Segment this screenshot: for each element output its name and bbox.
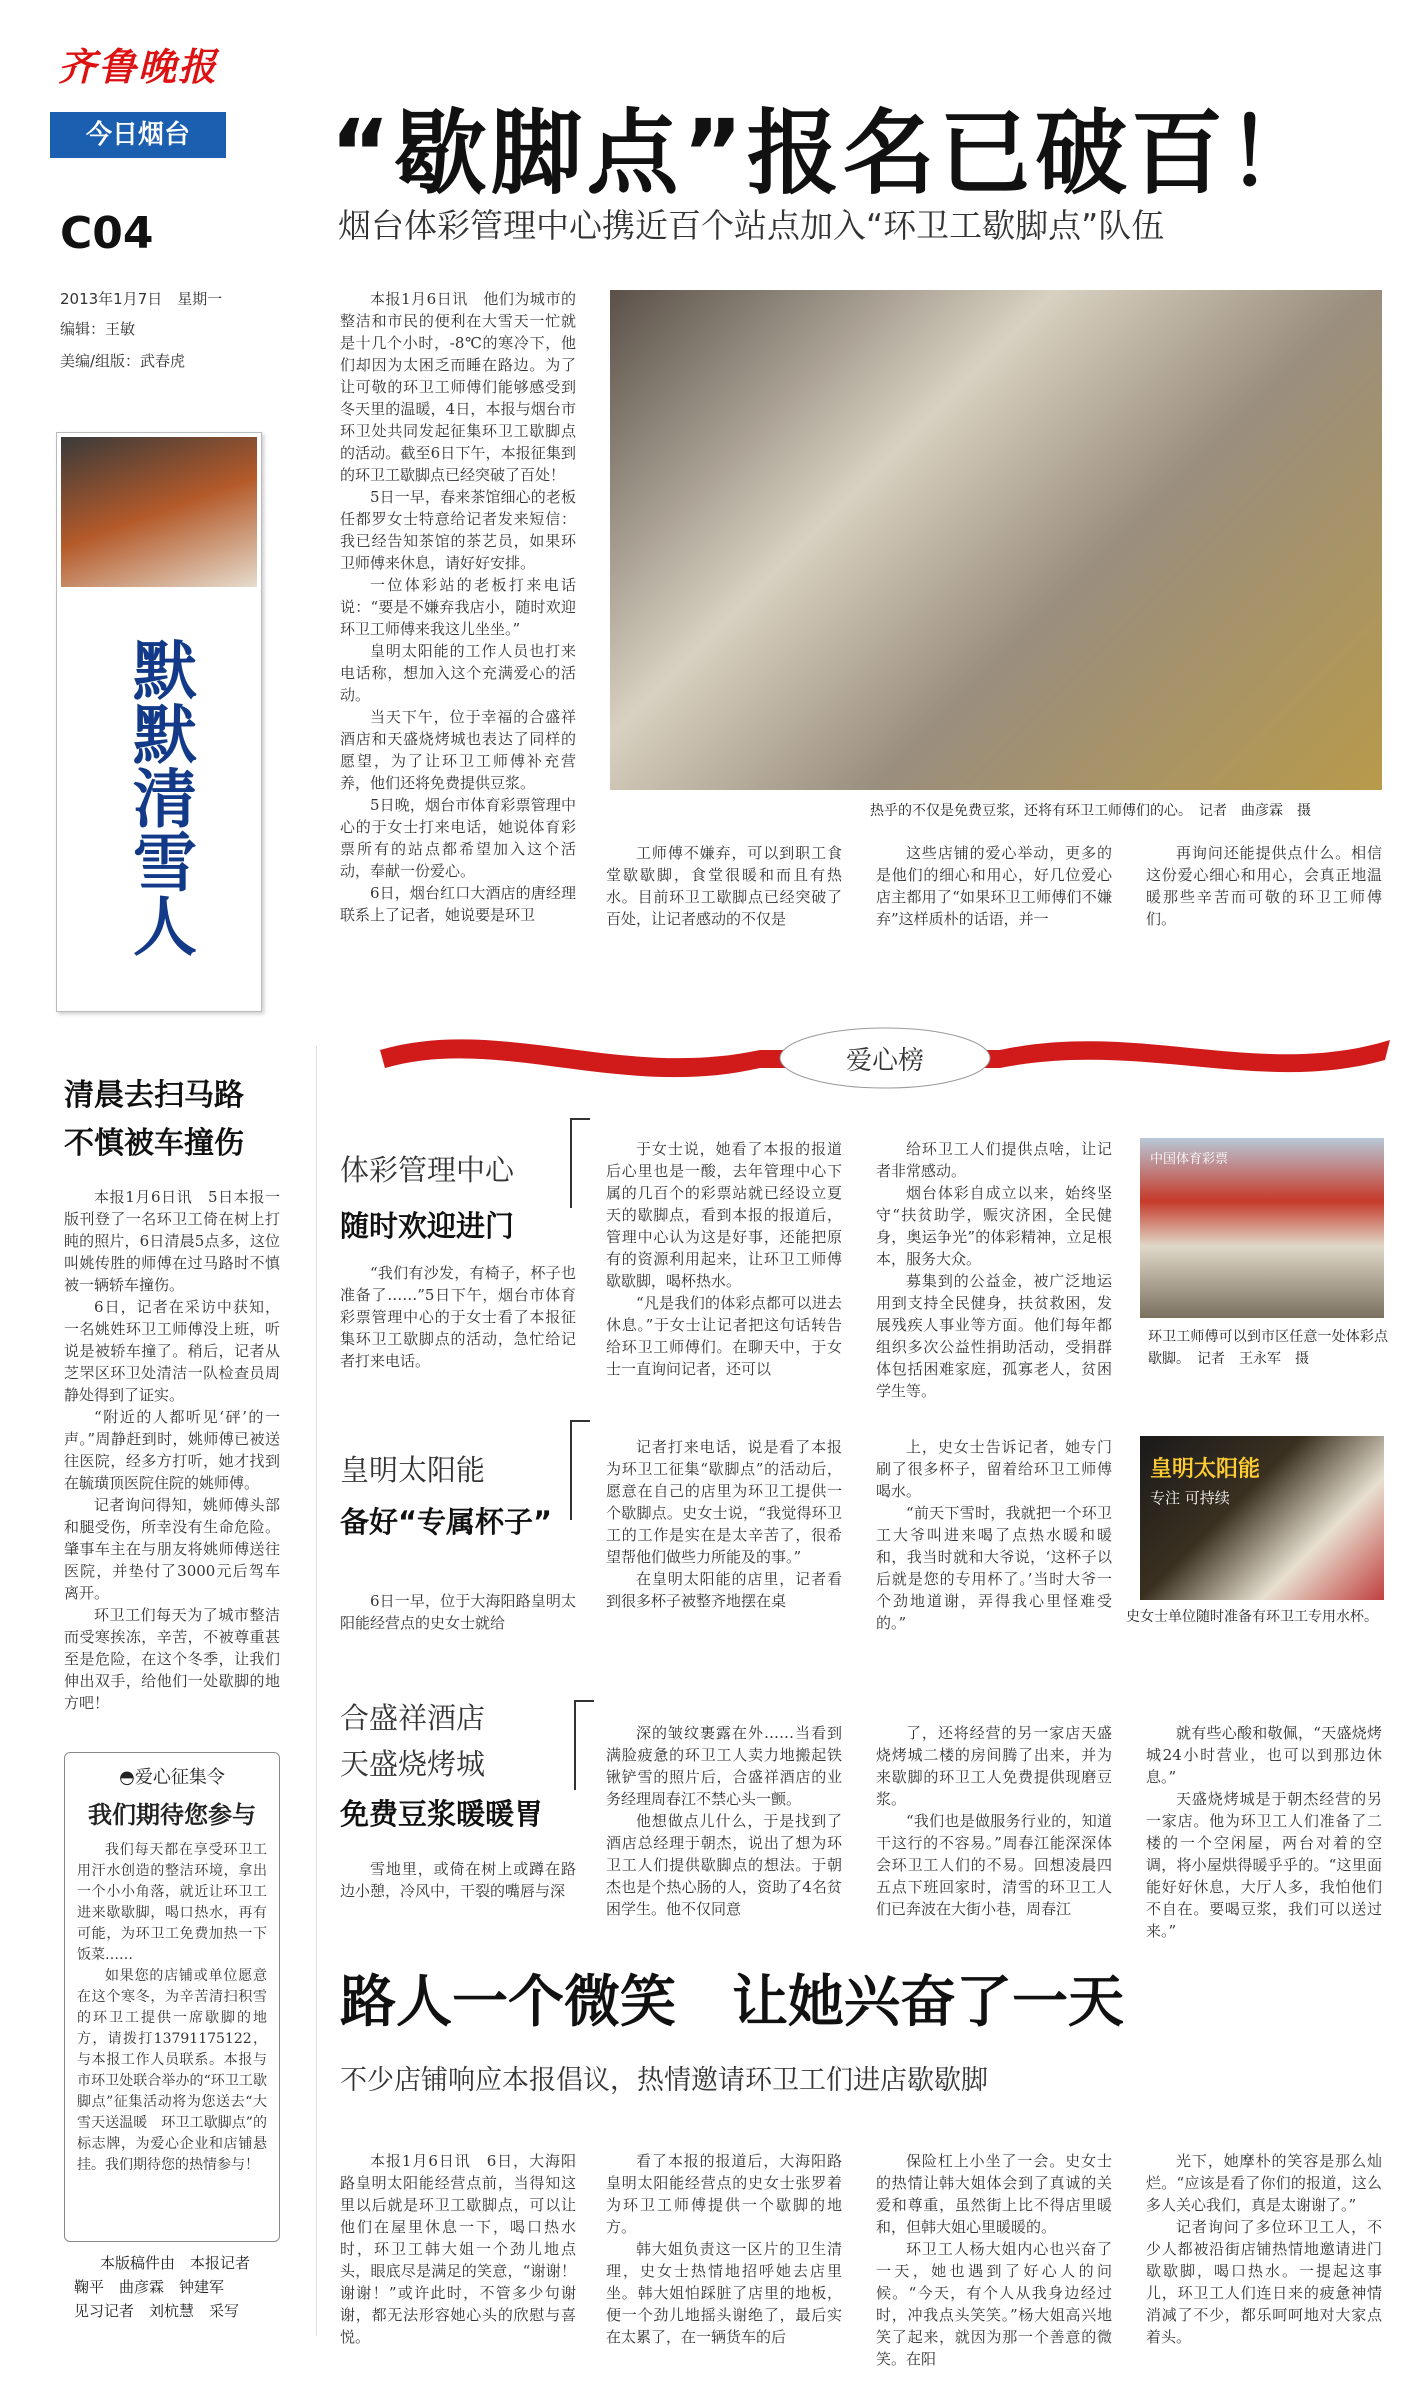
feature-photo [61, 437, 257, 587]
entry2-photo-sign: 皇明太阳能 [1150, 1457, 1261, 1482]
top-story-col1: 本报1月6日讯 他们为城市的整洁和市民的便利在大雪天一忙就是十几个小时，-8℃的寒冷下，他们却因为太困乏而睡在路边。为了让可敬的环卫工师傅们能够感受到冬天里的温暖，4日，本报与烟台市环卫处共同发起征集环卫工歇脚点的活动。截至6日下午，本报征集到的环卫工歇脚点已经突破了百处！ 5日一早，春来茶馆细心的老板任都罗女士特意给记者发来短信：我已经告知茶馆的茶艺员，如果环卫师傅来休息，请好好安排。 一位体彩站的老板打来电话说：“要是不嫌弃我店小，随时欢迎环卫工师傅来我这儿坐坐。” 皇明太阳能的工作人员也打来电话称，想加入这个充满爱心的活动。 当天下午，位于幸福的合盛祥酒店和天盛烧烤城也表达了同样的愿望，为了让环卫工师傅补充营养，他们还将免费提供豆浆。 5日晚，烟台市体育彩票管理中心的于女士打来电话，她说体育彩票所有的站点都希望加入这个活动，奉献一份爱心。 6日，烟台红口大酒店的唐经理联系上了记者，她说要是环卫 [340, 290, 576, 924]
bottom-headline: 路人一个微笑 让她兴奋了一天 [340, 1970, 1124, 2035]
entry1-slogan: 随时欢迎进门 [340, 1209, 515, 1243]
masthead-logo: 齐鲁晚报 [58, 44, 219, 89]
entry2-col3: 上，史女士告诉记者，她专门刷了很多杯子，留着给环卫工师傅喝水。 “前天下雪时，我就把一个环卫工大爷叫进来喝了点热水暖和暖和，我当时就和大爷说，‘这杯子以后就是您的专用杯了。’当时大爷一个劲地道谢，弄得我心里怪难受的。” [876, 1438, 1112, 1632]
top-story-col3: 这些店铺的爱心举动，更多的是他们的细心和用心，好几位爱心店主都用了“如果环卫工师傅们不嫌弃”这样质朴的话语，并一 [876, 844, 1112, 928]
feature-card [56, 432, 262, 1012]
appeal-title: 我们期待您参与 [88, 1801, 256, 1829]
credit-line-1: 本版稿件由 本报记者 [100, 2254, 251, 2272]
main-subheadline: 烟台体彩管理中心携近百个站点加入“环卫工歇脚点”队伍 [338, 206, 1165, 245]
bottom-col4: 光下，她摩朴的笑容是那么灿烂。“应该是看了你们的报道，这么多人关心我们，真是太谢谢了。” 记者询问了多位环卫工人，不少人都被沿街店铺热情地邀请进门歇歇脚，喝口热水。一提起这事儿，环卫工人们连日来的疲惫神情消减了不少，都乐呵呵地对大家点着头。 [1146, 2152, 1382, 2346]
bottom-subheadline: 不少店铺响应本报倡议，热情邀请环卫工们进店歇歇脚 [340, 2065, 988, 2096]
left-story-body: 本报1月6日讯 5日本报一版刊登了一名环卫工倚在树上打盹的照片，6日清晨5点多，这位叫姚传胜的师傅在过马路时不慎被一辆轿车撞伤。 6日，记者在采访中获知，一名姚姓环卫工师傅没上班，听说是被轿车撞了。稍后，记者从芝罘区环卫处清洁一队检查员周静处得到了证实。 “附近的人都听见‘砰’的一声。”周静赶到时，姚师傅已被送往医院，经多方打听，她才找到在毓璜顶医院住院的姚师傅。 记者询问得知，姚师傅头部和腿受伤，所幸没有生命危险。肇事车主在与朋友将姚师傅送往医院，并垫付了3000元后驾车离开。 环卫工们每天为了城市整洁而受寒挨冻，辛苦，不被尊重甚至是危险，在这个冬季，让我们伸出双手，给他们一处歇脚的地方吧！ [64, 1188, 280, 1712]
top-story-photo [610, 290, 1382, 790]
entry1-caption: 环卫工师傅可以到市区任意一处体彩点歇脚。 记者 王永军 摄 [1148, 1329, 1388, 1367]
entry2-org: 皇明太阳能 [340, 1453, 486, 1487]
entry3-col4: 就有些心酸和敬佩，“天盛烧烤城24小时营业，也可以到那边休息。” 天盛烧烤城是于朝杰经营的另一家店。他为环卫工人们准备了二楼的一个空闲屋，两台对着的空调，将小屋烘得暖乎乎的。“这里面能好好休息，大厅人多，我怕他们不自在。要喝豆浆，我们可以送过来。” [1146, 1724, 1382, 1940]
entry3-col1: 雪地里，或倚在树上或蹲在路边小憩，冷风中，干裂的嘴唇与深 [340, 1860, 576, 1900]
bottom-col3: 保险杠上小坐了一会。史女士的热情让韩大姐体会到了真诚的关爱和尊重，虽然街上比不得店里暖和，但韩大姐心里暖暖的。 环卫工人杨大姐内心也兴奋了一天，她也遇到了好心人的问候。“今天，有个人从我身边经过时，冲我点头笑笑。”杨大姐高兴地笑了起来，就因为那一个善意的微笑。在阳 [876, 2152, 1112, 2368]
entry2-col2: 记者打来电话，说是看了本报为环卫工征集“歇脚点”的活动后，愿意在自己的店里为环卫工提供一个歇脚点。史女士说，“我觉得环卫工的工作是实在是太辛苦了，很希望帮他们做些力所能及的事。” 在皇明太阳能的店里，记者看到很多杯子被整齐地摆在桌 [606, 1438, 842, 1610]
appeal-box [64, 1752, 280, 2242]
page-designer: 美编/组版：武春虎 [60, 352, 186, 370]
entry3-col3: 了，还将经营的另一家店天盛烧烤城二楼的房间腾了出来，并为来歇脚的环卫工人免费提供现磨豆浆。 “我们也是做服务行业的，知道干这行的不容易。”周春江能深深体会环卫工人们的不易。回想凌晨四五点下班回家时，清雪的环卫工人们已奔波在大街小巷，周春江 [876, 1724, 1112, 1918]
entry2-bracket [570, 1420, 590, 1520]
credit-line-3: 见习记者 刘杭慧 采写 [74, 2302, 240, 2320]
entry3-slogan: 免费豆浆暖暖胃 [340, 1797, 544, 1831]
feature-title: 默默清雪人 [122, 637, 197, 957]
entry2-photo [1140, 1436, 1384, 1600]
entry2-photo-sub: 专注 可持续 [1150, 1489, 1230, 1507]
entry3-bracket [574, 1700, 594, 1790]
entry1-col1: “我们有沙发，有椅子，杯子也准备了……”5日下午，烟台市体育彩票管理中心的于女士看了本报征集环卫工歇脚点的活动，急忙给记者打来电话。 [340, 1264, 576, 1370]
heart-icon: ◓ [119, 1767, 135, 1788]
entry2-col1: 6日一早，位于大海阳路皇明太阳能经营点的史女士就给 [340, 1592, 576, 1632]
entry1-bracket [570, 1118, 590, 1208]
ribbon-label: 爱心榜 [845, 1046, 924, 1076]
top-story-col2: 工师傅不嫌弃，可以到职工食堂歇歇脚，食堂很暖和而且有热水。目前环卫工歇脚点已经突破了百处，让记者感动的不仅是 [606, 844, 842, 928]
entry3-org1: 合盛祥酒店 [340, 1701, 486, 1735]
entry1-org: 体彩管理中心 [340, 1153, 515, 1187]
bottom-col2: 看了本报的报道后，大海阳路皇明太阳能经营点的史女士张罗着为环卫工师傅提供一个歇脚的地方。 韩大姐负责这一区片的卫生清理，史女士热情地招呼她去店里坐。韩大姐怕踩脏了店里的地板，便一个劲儿地摇头谢绝了，最后实在太累了，在一辆货车的后 [606, 2152, 842, 2346]
left-story-title-2: 不慎被车撞伤 [64, 1126, 244, 1161]
column-divider [316, 1046, 317, 2336]
entry1-col2: 于女士说，她看了本报的报道后心里也是一酸，去年管理中心下属的几百个的彩票站就已经设立夏天的歇脚点，看到本报的报道后，管理中心认为这是好事，还能把原有的资源利用起来，让环卫工师傅歇歇脚，喝杯热水。 “凡是我们的体彩点都可以进去休息。”于女士让记者把这句话转告给环卫工师傅们。在聊天中，于女士一直询问记者，还可以 [606, 1140, 842, 1378]
entry3-col2: 深的皱纹裹露在外……当看到满脸疲惫的环卫工人卖力地搬起铁锹铲雪的照片后，合盛祥酒店的业务经理周春江不禁心头一颤。 他想做点儿什么，于是找到了酒店总经理于朝杰，说出了想为环卫工人们提供歇脚点的想法。于朝杰也是个热心肠的人，资助了4名贫困学生。他不仅同意 [606, 1724, 842, 1918]
entry2-slogan: 备好“专属杯子” [340, 1505, 553, 1539]
top-story-col4: 再询问还能提供点什么。相信这份爱心细心和用心，会真正地温暖那些辛苦而可敬的环卫工师傅们。 [1146, 844, 1382, 928]
main-headline: “歇脚点”报名已破百！ [330, 100, 1323, 207]
left-story-title-1: 清晨去扫马路 [64, 1078, 244, 1113]
entry1-photo [1140, 1138, 1384, 1318]
entry1-photo-sign: 中国体育彩票 [1150, 1152, 1229, 1167]
page-editor: 编辑：王敏 [60, 320, 136, 338]
appeal-body: 我们每天都在享受环卫工用汗水创造的整洁环境，拿出一个小小角落，就近让环卫工进来歇歇脚，喝口热水，再有可能，为环卫工免费加热一下饭菜…… 如果您的店铺或单位愿意在这个寒冬，为辛苦清扫积雪的环卫工提供一席歇脚的地方，请拨打13791175122，与本报工作人员联系。本报与市环卫处联合举办的“环卫工歇脚点”征集活动将为您送去“大雪天送温暖 环卫工歇脚点”的标志牌，为爱心企业和店铺悬挂。我们期待您的热情参与！ [77, 1842, 267, 2173]
appeal-tag: ◓爱心征集令 [119, 1767, 225, 1788]
top-story-photo-caption: 热乎的不仅是免费豆浆，还将有环卫工师傅们的心。 记者 曲彦霖 摄 [870, 803, 1311, 819]
page-date: 2013年1月7日 星期一 [60, 290, 223, 308]
entry1-col3: 给环卫工人们提供点啥，让记者非常感动。 烟台体彩自成立以来，始终坚守“扶贫助学，赈灾济困，全民健身，奥运争光”的体彩精神，立足根本，服务大众。 募集到的公益金，被广泛地运用到支持全民健身，扶贫救困，发展残疾人事业等方面。他们每年都组织多次公益性捐助活动，受捐群体包括困难家庭，孤寡老人，贫困学生等。 [876, 1140, 1112, 1400]
ribbon-banner [380, 1010, 1390, 1090]
bottom-col1: 本报1月6日讯 6日，大海阳路皇明太阳能经营点前，当得知这里以后就是环卫工歇脚点，可以让他们在屋里休息一下，喝口热水时，环卫工韩大姐一个劲儿地点头，眼底尽是满足的笑意，“谢谢！谢谢！”或许此时，不管多少句谢谢，都无法形容她心头的欣慰与喜悦。 [340, 2152, 576, 2346]
entry2-caption: 史女士单位随时准备有环卫工专用水杯。 [1126, 1609, 1378, 1625]
entry3-org2: 天盛烧烤城 [340, 1747, 486, 1781]
credit-line-2: 鞠平 曲彦霖 钟建军 [74, 2278, 225, 2296]
page-number: C04 [60, 208, 154, 259]
section-tag: 今日烟台 [50, 112, 226, 158]
